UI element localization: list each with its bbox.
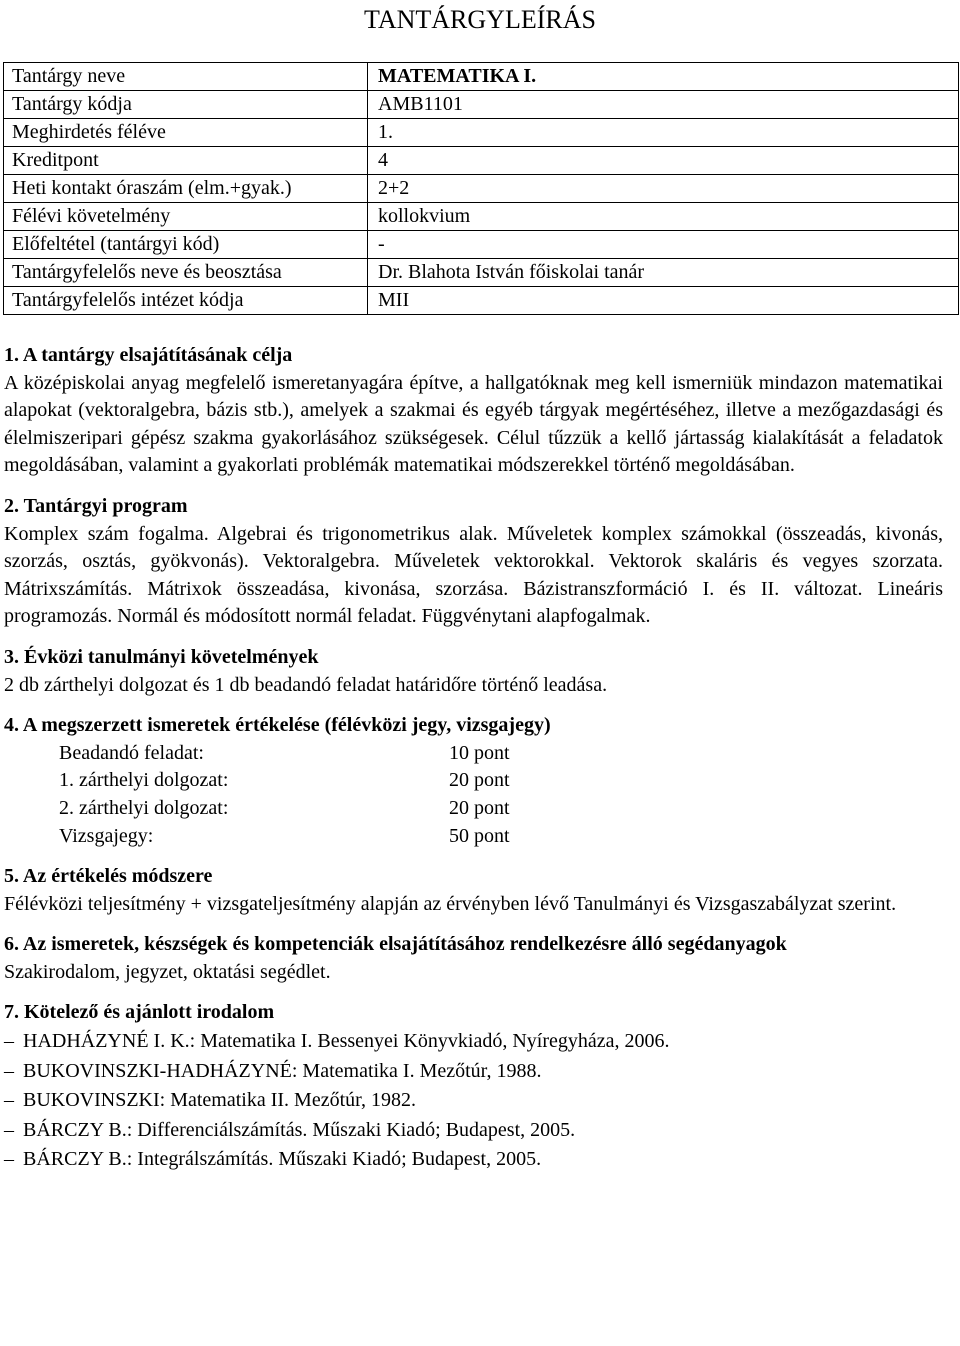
- section-text: Komplex szám fogalma. Algebrai és trigonometrikus alak. Műveletek komplex számokkal (összeadás, kivonás, szorzás, osztás, gyökvonás). Vektoralgebra. Műveletek vektorokkal. Vektorok skaláris és vegyes szorzata. Mátrixszámítás. Mátrixok összeadása, kivonása, szorzása. Bázistranszformáció I. és II. változat. Lineáris programozás. Normál és módosított normál feladat. Függvénytani alapfogalmak.: [4, 522, 943, 628]
- grade-label: 1. zárthelyi dolgozat:: [59, 769, 229, 792]
- list-item: [4, 1057, 943, 1087]
- section-text: 2 db zárthelyi dolgozat és 1 db beadandó feladat határidőre történő leadása.: [4, 673, 608, 696]
- list-item: [4, 1145, 943, 1175]
- list-item: [59, 740, 943, 768]
- section-heading: 5. Az értékelés módszere: [4, 865, 213, 888]
- info-label-course-code: Tantárgy kódja: [4, 91, 368, 119]
- info-value-requirement: kollokvium: [368, 203, 959, 231]
- reference-text: BÁRCZY B.: Integrálszámítás. Műszaki Kiadó; Budapest, 2005.: [23, 1148, 542, 1171]
- section-materials: [4, 931, 943, 986]
- section-heading: 1. A tantárgy elsajátításának célja: [4, 344, 293, 366]
- section-heading: 2. Tantárgyi program: [4, 494, 188, 517]
- section-program: [4, 493, 943, 631]
- reference-list: [4, 1027, 943, 1175]
- list-item: [4, 1116, 943, 1146]
- section-heading: 7. Kötelező és ajánlott irodalom: [4, 1001, 275, 1024]
- reference-text: HADHÁZYNÉ I. K.: Matematika I. Bessenyei Könyvkiadó, Nyíregyháza, 2006.: [23, 1030, 670, 1053]
- section-text: A középiskolai anyag megfelelő ismeretanyagára építve, a hallgatóknak meg kell ismerniük mindazon matematikai alapokat (vektoralgebra, bázis stb.), amelyek a szakmai és egyéb tárgyak megértéséhez, illetve a mezőgazdasági és élelmiszeripari gépész szakma gyakorlásához szükségesek. Célul tűzzük a kellő jártasság kialakítását a feladatok megoldásában, valamint a gyakorlati problémák matematikai módszerekkel történő megoldásában.: [4, 371, 943, 477]
- table-row: [4, 231, 959, 259]
- section-requirements: [4, 644, 943, 699]
- info-label-responsible: Tantárgyfelelős neve és beosztása: [4, 259, 368, 287]
- info-value-course-name: MATEMATIKA I.: [368, 63, 959, 91]
- list-item: [4, 1027, 943, 1057]
- table-row: [4, 147, 959, 175]
- info-value-credits: 4: [368, 147, 959, 175]
- dash-bullet: –: [4, 1089, 14, 1112]
- info-value-semester: 1.: [368, 119, 959, 147]
- reference-text: BUKOVINSZKI: Matematika II. Mezőtúr, 1982.: [23, 1089, 417, 1112]
- table-row: [4, 91, 959, 119]
- sections: [4, 342, 943, 1188]
- info-value-responsible: Dr. Blahota István főiskolai tanár: [368, 259, 959, 287]
- dash-bullet: –: [4, 1148, 14, 1171]
- section-literature: [4, 999, 943, 1174]
- info-label-requirement: Félévi követelmény: [4, 203, 368, 231]
- grade-value: 20 pont: [449, 796, 510, 819]
- table-row: [4, 119, 959, 147]
- table-row: [4, 287, 959, 315]
- info-label-credits: Kreditpont: [4, 147, 368, 175]
- list-item: [59, 795, 943, 823]
- grade-label: Vizsgajegy:: [59, 824, 154, 847]
- grade-list: [59, 740, 943, 850]
- dash-bullet: –: [4, 1059, 14, 1082]
- info-value-institute-code: MII: [368, 287, 959, 315]
- section-heading: 4. A megszerzett ismeretek értékelése (félévközi jegy, vizsgajegy): [4, 714, 551, 737]
- reference-text: BÁRCZY B.: Differenciálszámítás. Műszaki Kiadó; Budapest, 2005.: [23, 1118, 576, 1141]
- table-row: [4, 175, 959, 203]
- dash-bullet: –: [4, 1118, 14, 1141]
- reference-text: BUKOVINSZKI-HADHÁZYNÉ: Matematika I. Mezőtúr, 1988.: [23, 1059, 542, 1082]
- grade-value: 20 pont: [449, 769, 510, 792]
- grade-label: 2. zárthelyi dolgozat:: [59, 796, 229, 819]
- info-value-weekly-hours: 2+2: [368, 175, 959, 203]
- list-item: [4, 1086, 943, 1116]
- info-value-course-code: AMB1101: [368, 91, 959, 119]
- section-method: [4, 863, 943, 918]
- grade-value: 10 pont: [449, 741, 510, 764]
- document-title: TANTÁRGYLEÍRÁS: [364, 5, 596, 34]
- list-item: [59, 823, 943, 851]
- info-label-semester: Meghirdetés féléve: [4, 119, 368, 147]
- table-row: [4, 259, 959, 287]
- grade-value: 50 pont: [449, 824, 510, 847]
- section-text: Félévközi teljesítmény + vizsgateljesítmény alapján az érvényben lévő Tanulmányi és Vizsgaszabályzat szerint.: [4, 892, 897, 915]
- grade-label: Beadandó feladat:: [59, 741, 204, 764]
- section-heading: 3. Évközi tanulmányi követelmények: [4, 645, 319, 668]
- info-label-prerequisite: Előfeltétel (tantárgyi kód): [4, 231, 368, 259]
- dash-bullet: –: [4, 1030, 14, 1053]
- section-evaluation: [4, 712, 943, 850]
- course-info-table: [3, 62, 959, 315]
- table-row: [4, 203, 959, 231]
- info-value-prerequisite: -: [368, 231, 959, 259]
- table-row: [4, 63, 959, 91]
- info-label-course-name: Tantárgy neve: [4, 63, 368, 91]
- info-label-institute-code: Tantárgyfelelős intézet kódja: [4, 287, 368, 315]
- info-label-weekly-hours: Heti kontakt óraszám (elm.+gyak.): [4, 175, 368, 203]
- section-objective: [4, 342, 943, 480]
- list-item: [59, 767, 943, 795]
- section-heading: 6. Az ismeretek, készségek és kompetenciák elsajátításához rendelkezésre álló segédanyagok: [4, 933, 787, 956]
- section-text: Szakirodalom, jegyzet, oktatási segédlet.: [4, 960, 331, 983]
